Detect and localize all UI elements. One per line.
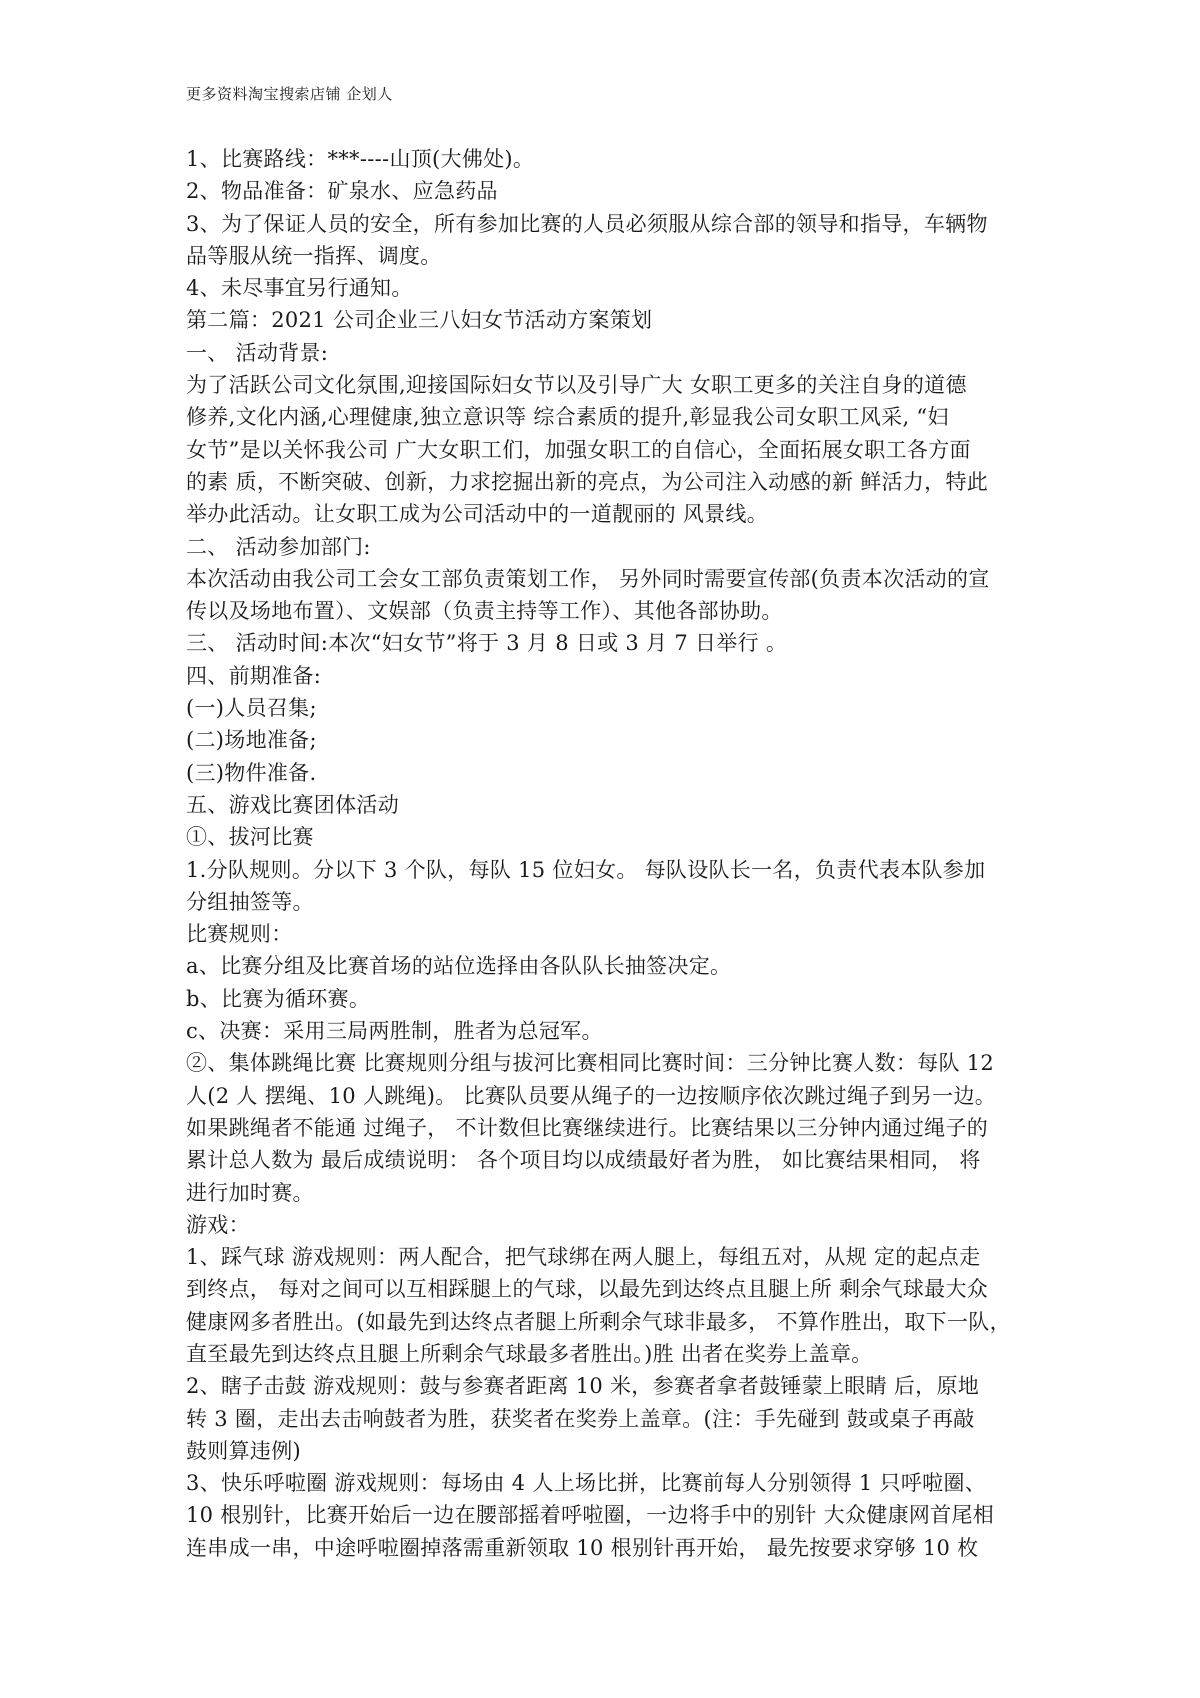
text-line: 人(2 人 摆绳、10 人跳绳)。 比赛队员要从绳子的一边按顺序依次跳过绳子到另一边。	[186, 1083, 997, 1108]
text-line: 鼓则算违例)	[186, 1438, 301, 1463]
text-line: 连串成一串，中途呼啦圈掉落需重新领取 10 根别针再开始， 最先按要求穿够 10 枚	[186, 1535, 979, 1560]
text-line: 1、踩气球 游戏规则：两人配合，把气球绑在两人腿上，每组五对，从规 定的起点走	[186, 1245, 981, 1270]
text-line: 五、游戏比赛团体活动	[186, 792, 399, 817]
text-line: 1.分队规则。分以下 3 个队，每队 15 位妇女。 每队设队长一名，负责代表本队参加	[186, 857, 986, 882]
text-line: 累计总人数为 最后成绩说明： 各个项目均以成绩最好者为胜， 如比赛结果相同， 将	[186, 1148, 981, 1173]
text-line: 直至最先到达终点且腿上所剩余气球最多者胜出。)胜 出者在奖券上盖章。	[186, 1341, 873, 1366]
text-line: 2、物品准备：矿泉水、应急药品	[186, 179, 498, 204]
text-line: ①、拔河比赛	[186, 825, 314, 850]
text-line: 10 根别针，比赛开始后一边在腰部摇着呼啦圈，一边将手中的别针 大众健康网首尾相	[186, 1503, 995, 1528]
text-line: 本次活动由我公司工会女工部负责策划工作， 另外同时需要宣传部(负责本次活动的宣	[186, 566, 990, 591]
text-line: 传以及场地布置）、文娱部（负责主持等工作）、其他各部协助。	[186, 599, 783, 624]
text-line: 到终点， 每对之间可以互相踩腿上的气球，以最先到达终点且腿上所 剩余气球最大众	[186, 1277, 989, 1302]
text-line: (二)场地准备;	[186, 728, 317, 753]
text-line: 四、前期准备:	[186, 663, 322, 688]
text-line: 2、瞎子击鼓 游戏规则：鼓与参赛者距离 10 米，参赛者拿者鼓锤蒙上眼睛 后，原地	[186, 1374, 980, 1399]
text-line: 女节”是以关怀我公司 广大女职工们，加强女职工的自信心，全面拓展女职工各方面	[186, 437, 971, 462]
text-line: ②、集体跳绳比赛 比赛规则分组与拔河比赛相同比赛时间：三分钟比赛人数：每队 12	[186, 1051, 995, 1076]
text-line: a、比赛分组及比赛首场的站位选择由各队队长抽签决定。	[186, 954, 732, 979]
text-line: 品等服从统一指挥、调度。	[186, 243, 442, 268]
text-line: 进行加时赛。	[186, 1180, 314, 1205]
text-line: 二、 活动参加部门:	[186, 534, 371, 559]
text-line: b、比赛为循环赛。	[186, 986, 371, 1011]
text-line: 一、 活动背景:	[186, 340, 329, 365]
text-line: 第二篇：2021 公司企业三八妇女节活动方案策划	[186, 308, 653, 333]
text-line: 为了活跃公司文化氛围,迎接国际妇女节以及引导广大 女职工更多的关注自身的道德	[186, 373, 967, 398]
text-line: c、决赛：采用三局两胜制，胜者为总冠军。	[186, 1019, 603, 1044]
text-line: 3、为了保证人员的安全，所有参加比赛的人员必须服从综合部的领导和指导，车辆物	[186, 211, 988, 236]
text-line: 修养,文化内涵,心理健康,独立意识等 综合素质的提升,彰显我公司女职工风采, “妇	[186, 405, 949, 430]
header-note: 更多资料淘宝搜索店铺 企划人	[186, 85, 393, 103]
text-line: 转 3 圈，走出去击响鼓者为胜，获奖者在奖券上盖章。(注：手先碰到 鼓或桌子再敲	[186, 1406, 975, 1431]
text-line: 举办此活动。让女职工成为公司活动中的一道靓丽的 风景线。	[186, 502, 769, 527]
text-line: (三)物件准备.	[186, 760, 317, 785]
text-line: 4、未尽事宜另行通知。	[186, 276, 413, 301]
document-body	[186, 143, 1026, 1564]
text-line: 游戏：	[186, 1212, 250, 1237]
text-line: 比赛规则：	[186, 922, 293, 947]
text-line: 3、快乐呼啦圈 游戏规则：每场由 4 人上场比拼，比赛前每人分别领得 1 只呼啦圈、	[186, 1471, 987, 1496]
text-line: 1、比赛路线：***----山顶(大佛处)。	[186, 147, 535, 171]
text-line: 的素 质，不断突破、创新，力求挖掘出新的亮点，为公司注入动感的新 鲜活力，特此	[186, 469, 989, 494]
text-line: 分组抽签等。	[186, 889, 314, 914]
text-line: 三、 活动时间:本次“妇女节”将于 3 月 8 日或 3 月 7 日举行 。	[186, 631, 788, 656]
text-line: (一)人员召集;	[186, 696, 317, 721]
text-line: 如果跳绳者不能通 过绳子， 不计数但比赛继续进行。比赛结果以三分钟内通过绳子的	[186, 1115, 989, 1140]
text-line: 健康网多者胜出。(如最先到达终点者腿上所剩余气球非最多， 不算作胜出，取下一队，	[186, 1309, 1011, 1334]
